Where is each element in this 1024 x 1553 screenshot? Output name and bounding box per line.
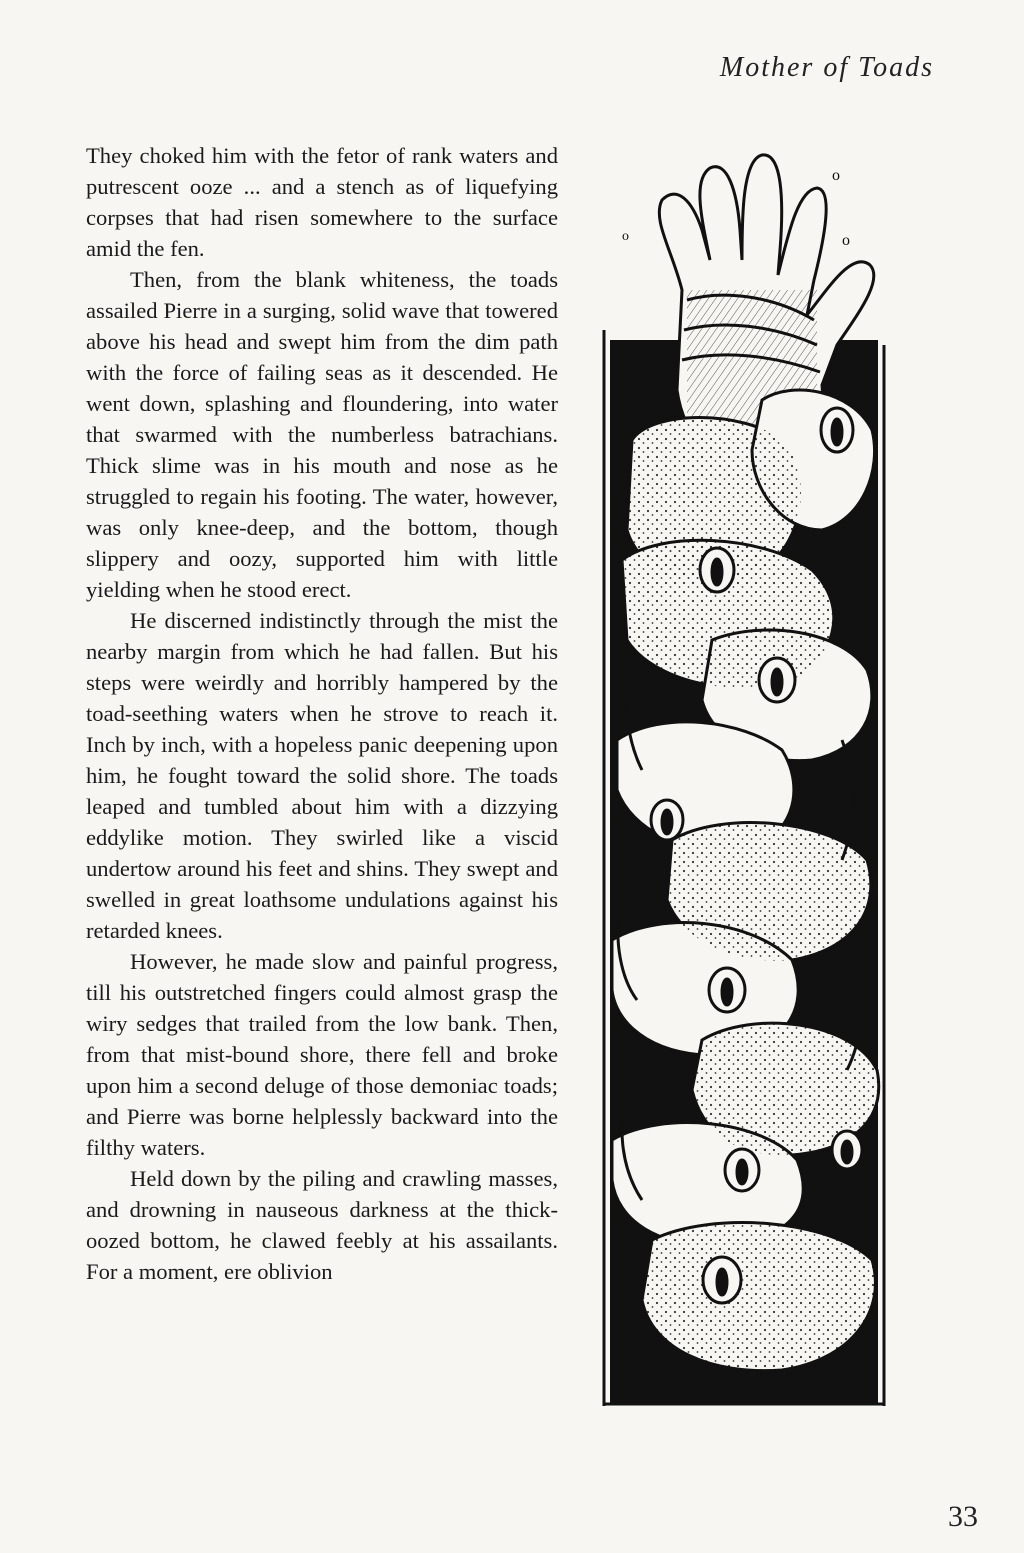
drip-mark: o	[832, 167, 840, 184]
body-text	[86, 140, 558, 1287]
paragraph: They choked him with the fetor of rank waters and putrescent ooze ... and a stench as of liquefying corpses that had risen somewhere to the surface amid the fen.	[86, 143, 558, 261]
paragraph: He discerned indistinctly through the mist the nearby margin from which he had fallen. But his steps were weirdly and horribly hampered by the toad-seething waters when he strove to reach it. Inch by inch, with a hopeless panic deepening upon him, he fought toward the solid shore. The toads leaped and tumbled about him with a dizzying eddylike motion. They swirled like a viscid undertow around his feet and shins. They swept and swelled in great loathsome undulations against his retarded knees.	[86, 608, 558, 943]
drip-mark: o	[842, 232, 850, 249]
toad-column-illustration	[592, 140, 898, 1410]
page-number: 33	[948, 1500, 978, 1533]
paragraph: Then, from the blank whiteness, the toads assailed Pierre in a surging, solid wave that towered above his head and swept him from the dim path with the force of failing seas as it descended. He went down, splashing and floundering, into water that swarmed with the numberless batrachians. Thick slime was in his mouth and nose as he struggled to regain his footing. The water, however, was only knee-deep, and the bottom, though slippery and oozy, supported him with little yielding when he stood erect.	[86, 267, 558, 602]
running-title: Mother of Toads	[719, 52, 934, 83]
paragraph: Held down by the piling and crawling masses, and drowning in nauseous darkness at the thick-oozed bottom, he clawed feebly at his assailants. For a moment, ere oblivion	[86, 1166, 558, 1284]
drip-mark: o	[622, 229, 629, 244]
paragraph: However, he made slow and painful progress, till his outstretched fingers could almost grasp the wiry sedges that trailed from the low bank. Then, from that mist-bound shore, there fell and broke upon him a second deluge of those demoniac toads; and Pierre was borne helplessly backward into the filthy waters.	[86, 949, 558, 1160]
